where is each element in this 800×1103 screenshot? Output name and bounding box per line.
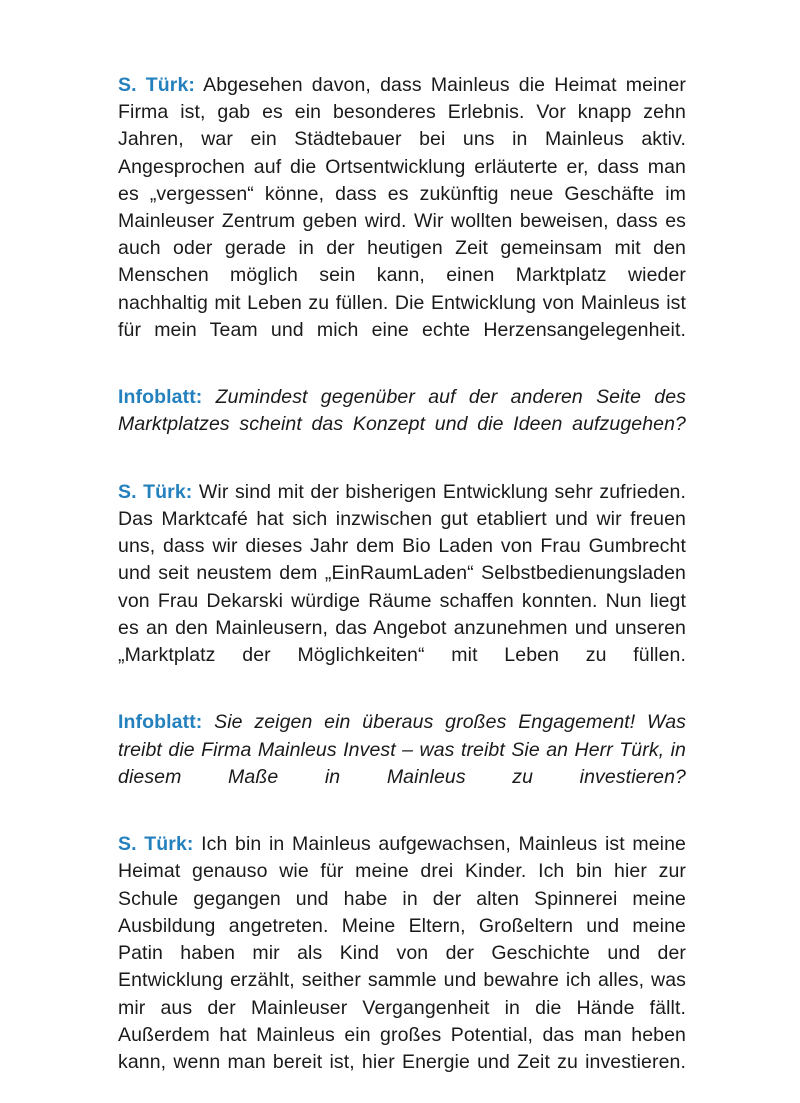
speaker-label: Infoblatt:	[118, 386, 203, 409]
paragraph-text: Zumindest gegenüber auf der anderen Seite des Marktplatzes scheint das Konzept und die Ideen aufzugehen?	[118, 386, 686, 436]
interview-answer	[118, 831, 686, 1103]
interview-article	[118, 72, 686, 1103]
paragraph-text: Ich bin in Mainleus aufgewachsen, Mainleus ist meine Heimat genauso wie für meine drei Kinder. Ich bin hier zur Schule gegangen und habe in der alten Spinnerei meine Ausbildung angetreten. Meine Eltern, Großeltern und meine Patin haben mir als Kind von der Geschichte und der Entwicklung erzählt, seither sammle und bewahre ich alles, was mir aus der Mainleuser Vergangenheit in die Hände fällt. Außerdem hat Mainleus ein großes Potential, das man heben kann, wenn man bereit ist, hier Energie und Zeit zu investieren.	[118, 833, 686, 1073]
interview-answer	[118, 479, 686, 697]
speaker-label: S. Türk:	[118, 74, 196, 96]
speaker-label: S. Türk:	[118, 833, 194, 856]
paragraph-text: Sie zeigen ein überaus großes Engagement! Was treibt die Firma Mainleus Invest – was treibt Sie an Herr Türk, in diesem Maße in Mainleus zu investieren?	[118, 711, 686, 788]
interview-question	[118, 709, 686, 818]
paragraph-text: Wir sind mit der bisherigen Entwicklung sehr zufrieden. Das Marktcafé hat sich inzwischen gut etabliert und wir freuen uns, dass wir dieses Jahr dem Bio Laden von Frau Gumbrecht und seit neustem dem „EinRaumLaden“ Selbstbedienungsladen von Frau Dekarski würdige Räume schaffen konnten. Nun liegt es an den Mainleusern, das Angebot anzunehmen und unseren „Marktplatz der Möglichkeiten“ mit Leben zu füllen.	[118, 480, 686, 667]
speaker-label: S. Türk:	[118, 480, 193, 503]
speaker-label: Infoblatt:	[118, 711, 203, 734]
interview-question	[118, 384, 686, 466]
paragraph-text: Abgesehen davon, dass Mainleus die Heimat meiner Firma ist, gab es ein besonderes Erlebnis. Vor knapp zehn Jahren, war ein Städtebauer bei uns in Mainleus aktiv. Angesprochen auf die Ortsentwicklung erläuterte er, dass man es „vergessen“ könne, dass es zukünftig neue Geschäfte im Mainleuser Zentrum geben wird. Wir wollten beweisen, dass es auch oder gerade in der heutigen Zeit gemeinsam mit den Menschen möglich sein kann, einen Marktplatz wieder nachhaltig mit Leben zu füllen. Die Entwicklung von Mainleus ist für mein Team und mich eine echte Herzensangelegenheit.	[118, 74, 686, 341]
interview-answer	[118, 72, 686, 371]
